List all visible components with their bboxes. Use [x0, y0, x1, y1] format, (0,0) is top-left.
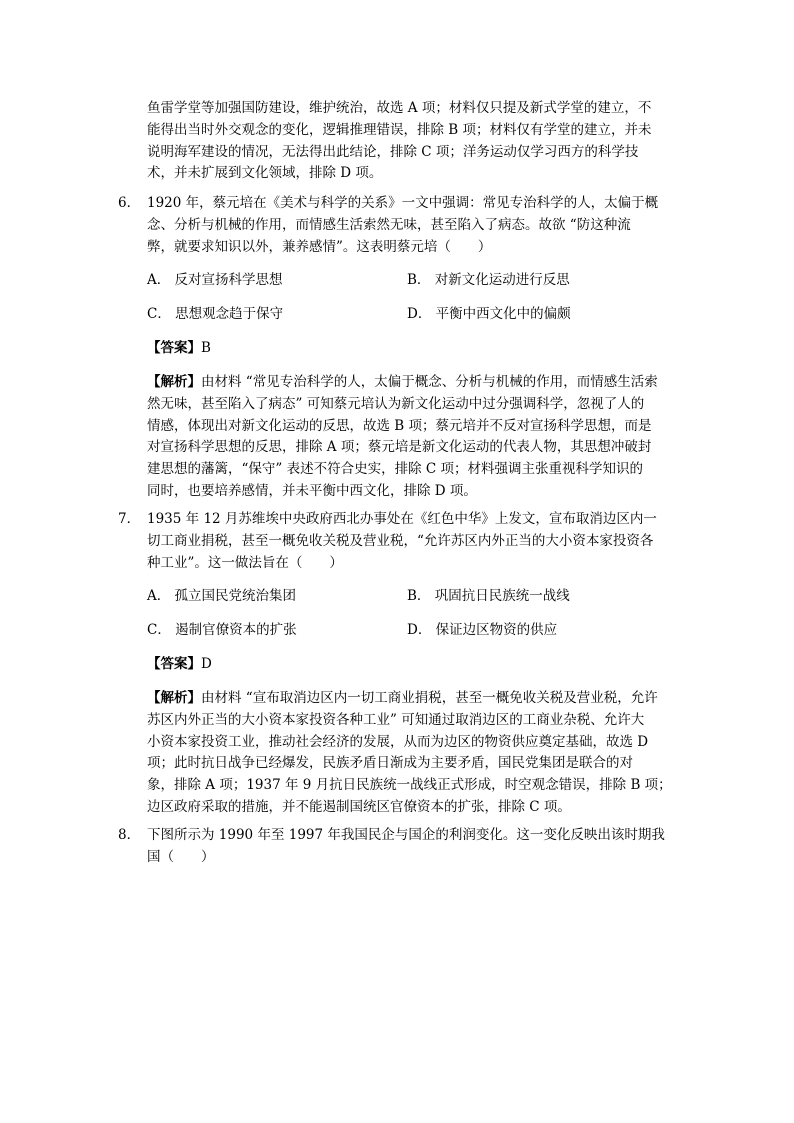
option-text: 巩固抗日民族统一战线: [434, 588, 570, 604]
option-text: 孤立国民党统治集团: [174, 588, 297, 604]
text-line: 能得出当时外交观念的变化，逻辑推理错误，排除 B 项；材料仅有学堂的建立，并未: [147, 121, 652, 138]
text-line: 对宣扬科学思想的反思，排除 A 项；蔡元培是新文化运动的代表人物，其思想冲破封: [147, 439, 652, 456]
option-key: B．: [407, 588, 431, 604]
option-text: 反对宣扬科学思想: [174, 272, 283, 288]
analysis-label: 【解析】: [147, 690, 201, 706]
option-key: D．: [407, 622, 432, 638]
text-line: 说明海军建设的情况，无法得出此结论，排除 C 项；洋务运动仅学习西方的科学技: [147, 143, 639, 160]
option-text: 遏制官僚资本的扩张: [175, 622, 297, 638]
text-line: [147, 688, 672, 710]
option-key: C．: [147, 622, 171, 638]
question-6-answer: [147, 338, 211, 358]
option-text: 对新文化运动进行反思: [434, 272, 570, 288]
text-line: 情感，体现出对新文化运动的反思，故选 B 项；蔡元培并不反对宣扬科学思想，而是: [147, 417, 652, 434]
question-7-option-b: [407, 586, 570, 606]
question-6-option-c: [147, 304, 283, 324]
option-key: B．: [407, 272, 431, 288]
question-7-option-c: [147, 620, 297, 640]
question-7-option-d: [407, 620, 557, 640]
option-key: A．: [147, 272, 171, 288]
text-line: 种工业”。这一做法旨在（ ）: [147, 554, 343, 571]
text-line: 国（ ）: [147, 848, 215, 865]
text-line: 项；此时抗日战争已经爆发，民族矛盾日渐成为主要矛盾，国民党集团是联合的对: [147, 755, 633, 772]
text-line: 下图所示为 1990 年至 1997 年我国民企与国企的利润变化。这一变化反映出该时期我: [147, 827, 665, 843]
option-text: 保证边区物资的供应: [435, 622, 558, 638]
text-line: 苏区内外正当的大小资本家投资各种工业” 可知通过取消边区的工商业杂税、允许大: [147, 711, 645, 728]
answer-value: D: [201, 656, 212, 672]
question-6-option-d: [407, 304, 571, 324]
question-number: 8．: [118, 827, 141, 843]
text-line: [147, 372, 672, 394]
question-6-option-a: [147, 270, 283, 290]
text-line: 鱼雷学堂等加强国防建设，维护统治，故选 A 项；材料仅只提及新式学堂的建立，不: [147, 100, 652, 116]
option-key: D．: [407, 306, 432, 322]
text-line: 然无味，甚至陷入了病态” 可知蔡元培认为新文化运动中过分强调科学，忽视了人的: [147, 395, 645, 412]
analysis-label: 【解析】: [147, 374, 201, 390]
option-text: 平衡中西文化中的偏颇: [435, 306, 571, 322]
question-number: 6．: [118, 195, 141, 211]
text-line: 边区政府采取的措施，并不能遏制国统区官僚资本的扩张，排除 C 项。: [147, 798, 571, 815]
text-line: 象，排除 A 项；1937 年 9 月抗日民族统一战线正式形成，时空观念错误，排除 B 项；: [147, 777, 672, 794]
question-7-option-a: [147, 586, 296, 606]
text-line: 念、分析与机械的作用，而情感生活索然无味，甚至陷入了病态。故欲 “防这种流: [147, 216, 631, 233]
text-line: 切工商业捐税，甚至一概免收关税及营业税，“允许苏区内外正当的大小资本家投资各: [147, 532, 654, 549]
analysis-text: 由材料 “常见专治科学的人，太偏于概念、分析与机械的作用，而情感生活索: [201, 374, 658, 390]
question-7-analysis: [147, 688, 672, 819]
option-key: A．: [147, 588, 171, 604]
text-line: 1935 年 12 月苏维埃中央政府西北办事处在《红色中华》上发文，宣布取消边区内一: [147, 511, 657, 527]
previous-analysis-continuation: [147, 98, 672, 185]
question-6-option-b: [407, 270, 570, 290]
text-line: 同时，也要培养感情，并未平衡中西文化，排除 D 项。: [147, 482, 477, 499]
text-line: 弊，就要求知识以外，兼养感情”。这表明蔡元培（ ）: [147, 238, 492, 255]
question-number: 7．: [118, 511, 141, 527]
answer-value: B: [201, 340, 211, 356]
question-6-analysis: [147, 372, 672, 503]
option-text: 思想观念趋于保守: [175, 306, 284, 322]
answer-label: 【答案】: [147, 340, 201, 356]
question-7-answer: [147, 654, 212, 674]
text-line: 1920 年，蔡元培在《美术与科学的关系》一文中强调：常见专治科学的人，太偏于概: [147, 195, 659, 211]
text-line: 术，并未扩展到文化领域，排除 D 项。: [147, 165, 383, 182]
text-line: 建思想的藩篱，“保守” 表述不符合史实，排除 C 项；材料强调主张重视科学知识的: [147, 461, 644, 478]
answer-label: 【答案】: [147, 656, 201, 672]
analysis-text: 由材料 “宣布取消边区内一切工商业捐税，甚至一概免收关税及营业税，允许: [201, 690, 658, 706]
option-key: C．: [147, 306, 171, 322]
text-line: 小资本家投资工业，推动社会经济的发展，从而为边区的物资供应奠定基础，故选 D: [147, 733, 649, 750]
